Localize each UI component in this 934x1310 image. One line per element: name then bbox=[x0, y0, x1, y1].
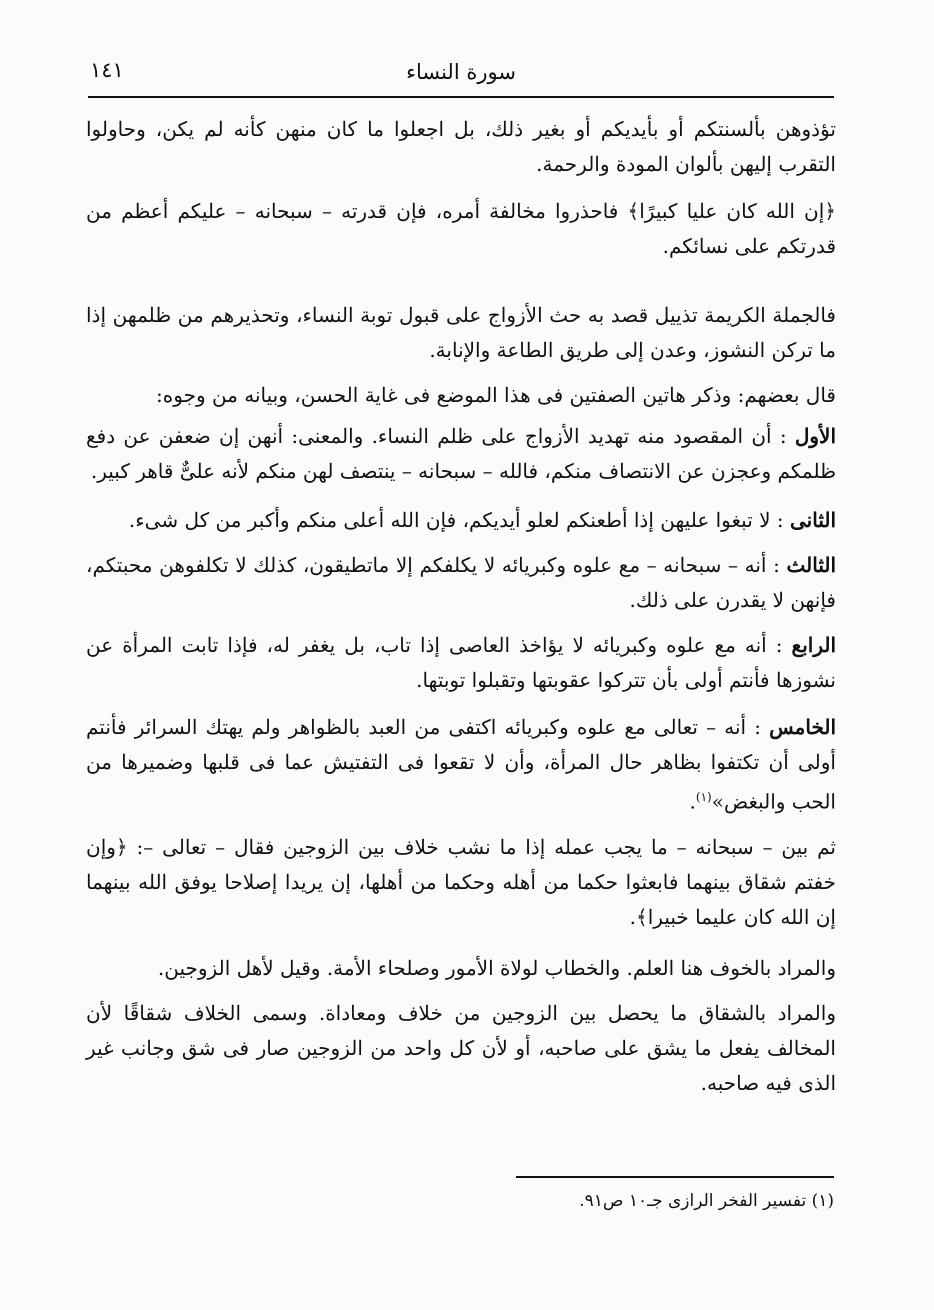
paragraph bbox=[86, 710, 836, 820]
paragraph: تؤذوهن بألسنتكم أو بأيديكم أو بغير ذلك، بل اجعلوا ما كان منهن كأنه لم يكن، وحاولوا التقرب إليهن بألوان المودة والرحمة. bbox=[86, 117, 836, 176]
paragraph: والمراد بالخوف هنا العلم. والخطاب لولاة الأمور وصلحاء الأمة. وقيل لأهل الزوجين. bbox=[157, 955, 836, 980]
paragraph: ﴿إن الله كان عليا كبيرًا﴾ فاحذروا مخالفة أمره، فإن قدرته – سبحانه – عليكم أعظم من قدرتكم على نسائكم. bbox=[86, 199, 836, 258]
footnote: (١) تفسير الفخر الرازى جـ١٠ ص٩١. bbox=[579, 1191, 834, 1211]
paragraph-lead: الثانى bbox=[789, 508, 836, 532]
main-text bbox=[86, 112, 836, 1111]
paragraph bbox=[86, 628, 836, 698]
paragraph: والمراد بالشقاق ما يحصل بين الزوجين من خلاف ومعاداة. وسمى الخلاف شقاقًا لأن المخالف يفعل ما يشق على صاحبه، أو لأن كل واحد من الزوجين صار فى شق وجانب غير الذى فيه صاحبه. bbox=[86, 1000, 836, 1095]
paragraph-text: : أن المقصود منه تهديد الأزواج على ظلم النساء. والمعنى: أنهن إن ضعفن عن دفع ظلمكم وعجزن عن الانتصاف منكم، فالله – سبحانه – ينتصف لهن منكم لأنه علىٌّ قاهر كبير. bbox=[86, 424, 836, 483]
paragraph-lead: الأول bbox=[794, 424, 837, 448]
paragraph: قال بعضهم: وذكر هاتين الصفتين فى هذا الموضع فى غاية الحسن، وبيانه من وجوه: bbox=[156, 383, 836, 407]
paragraph bbox=[86, 548, 836, 618]
page-header bbox=[88, 56, 834, 98]
surah-title: سورة النساء bbox=[406, 60, 516, 84]
paragraph-lead: الرابع bbox=[791, 633, 836, 657]
paragraph: ثم بين – سبحانه – ما يجب عمله إذا ما نشب خلاف بين الزوجين فقال – تعالى –: ﴿وإن خفتم شقاق بينهما فابعثوا حكما من أهله وحكما من أهلها، إن يريدا إصلاحا يوفق الله بينهما إن الله كان عليما خبيرا﴾. bbox=[86, 834, 836, 929]
paragraph bbox=[86, 503, 836, 538]
paragraph-lead: الثالث bbox=[786, 553, 837, 577]
paragraph-text: : أنه مع علوه وكبريائه لا يؤاخذ العاصى إذا تاب، بل يغفر له، فإذا تابت المرأة عن نشوزها فأنتم أولى بأن تتركوا عقوبتها وتقبلوا توبتها. bbox=[86, 633, 836, 692]
paragraph bbox=[86, 419, 836, 489]
paragraph-text: : أنه – سبحانه – مع علوه وكبريائه لا يكلفكم إلا ماتطيقون، كذلك لا تكلفوهن محبتكم، فإنهن لا يقدرن على ذلك. bbox=[86, 553, 836, 612]
page-number: ١٤١ bbox=[90, 58, 124, 82]
paragraph: فالجملة الكريمة تذييل قصد به حث الأزواج على قبول توبة النساء، وتحذيرهم من ظلمهن إذا ما تركن النشوز، وعدن إلى طريق الطاعة والإنابة. bbox=[86, 303, 836, 362]
paragraph-text: : أنه – تعالى مع علوه وكبريائه اكتفى من العبد بالظواهر ولم يهتك السرائر فأنتم أولى أن تكتفوا بظاهر حال المرأة، وأن لا تقعوا فى التفتيش عما فى قلبها وضميرها من الحب والبغض» bbox=[86, 715, 836, 814]
paragraph-lead: الخامس bbox=[769, 715, 837, 739]
footnote-marker[interactable]: (١) bbox=[695, 790, 712, 804]
paragraph-end: . bbox=[689, 789, 696, 814]
footnote-divider bbox=[516, 1176, 834, 1178]
paragraph-text: : لا تبغوا عليهن إذا أطعنكم لعلو أيديكم، فإن الله أعلى منكم وأكبر من كل شىء. bbox=[128, 508, 784, 532]
